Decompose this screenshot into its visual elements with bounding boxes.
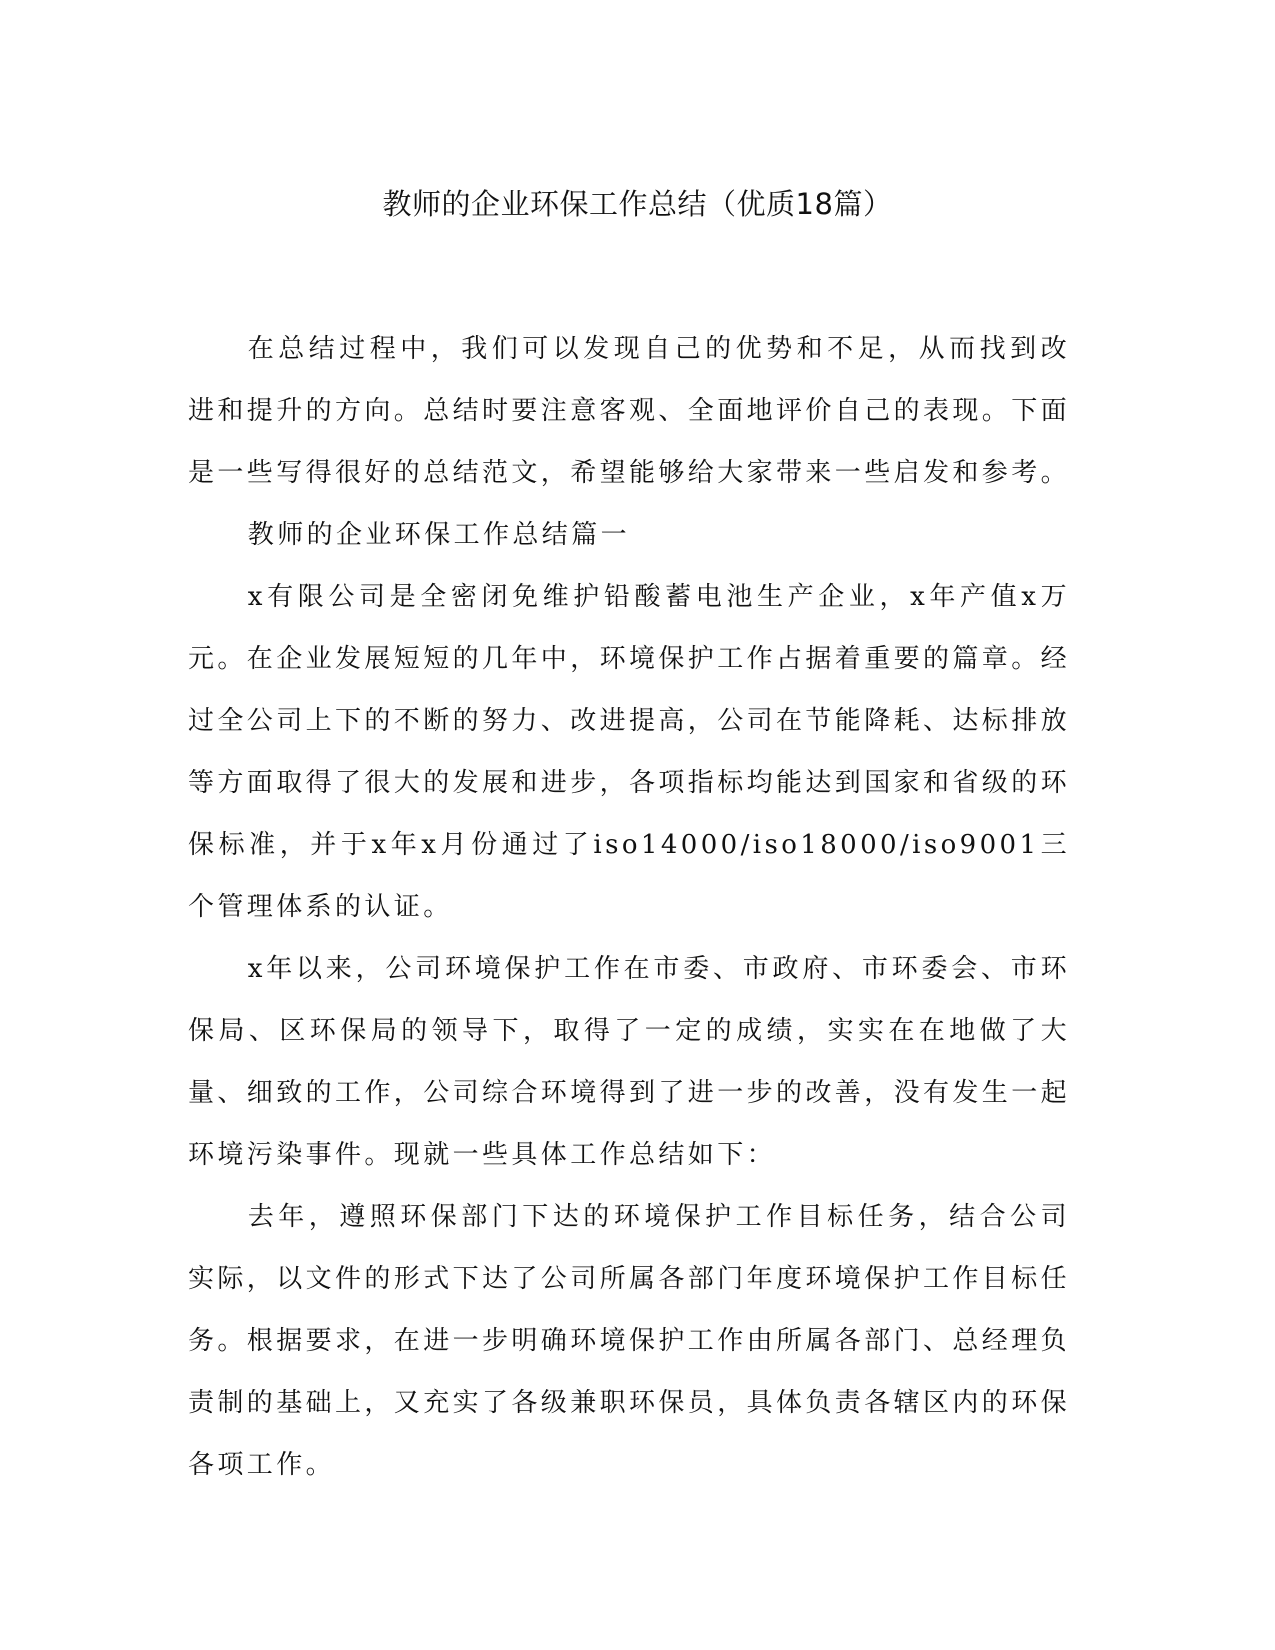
- document-title: 教师的企业环保工作总结（优质18篇）: [382, 187, 893, 221]
- section-heading: 教师的企业环保工作总结篇一: [247, 520, 630, 550]
- intro-paragraph: 在总结过程中，我们可以发现自己的优势和不足，从而找到改进和提升的方向。总结时要注意客观、全面地评价自己的表现。下面是一些写得很好的总结范文，希望能够给大家带来一些启发和参考。: [188, 334, 1071, 488]
- document-body: [188, 318, 1070, 1496]
- body-paragraph: x年以来，公司环境保护工作在市委、市政府、市环委会、市环保局、区环保局的领导下，取得了一定的成绩，实实在在地做了大量、细致的工作，公司综合环境得到了进一步的改善，没有发生一起环境污染事件。现就一些具体工作总结如下：: [188, 954, 1071, 1170]
- body-paragraph: 去年，遵照环保部门下达的环境保护工作目标任务，结合公司实际，以文件的形式下达了公司所属各部门年度环境保护工作目标任务。根据要求，在进一步明确环境保护工作由所属各部门、总经理负责制的基础上，又充实了各级兼职环保员，具体负责各辖区内的环保各项工作。: [188, 1202, 1071, 1480]
- body-paragraph: x有限公司是全密闭免维护铅酸蓄电池生产企业，x年产值x万元。在企业发展短短的几年中，环境保护工作占据着重要的篇章。经过全公司上下的不断的努力、改进提高，公司在节能降耗、达标排放等方面取得了很大的发展和进步，各项指标均能达到国家和省级的环保标准，并于x年x月份通过了iso14000/iso18000/iso9001三个管理体系的认证。: [188, 582, 1071, 922]
